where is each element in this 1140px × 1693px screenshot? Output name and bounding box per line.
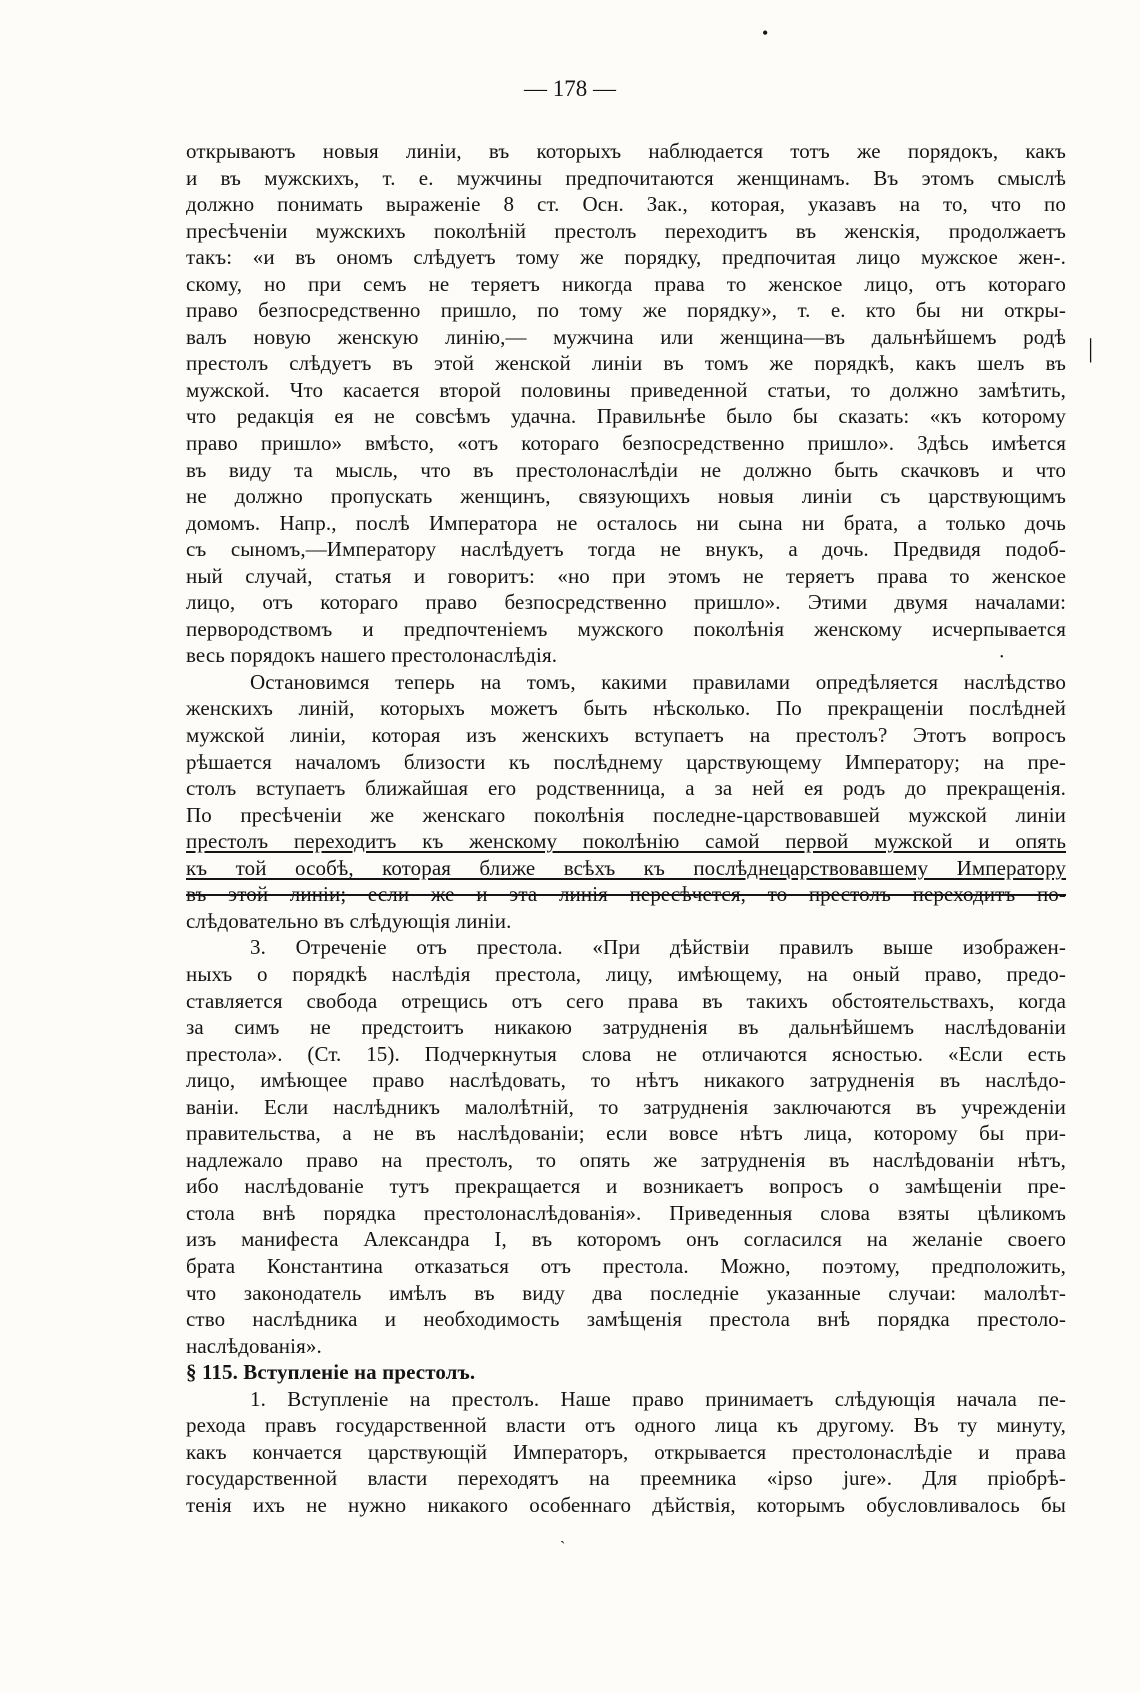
text-line: открываютъ новыя линіи, въ которыхъ наблюдается тотъ же порядокъ, какъ (186, 139, 1066, 163)
text-line: весь порядокъ нашего престолонаслѣдія. (186, 643, 558, 668)
text-line: лицо, имѣющее право наслѣдовать, то нѣтъ никакого затрудненія въ наслѣдо- (186, 1068, 1066, 1093)
text-line: и въ мужскихъ, т. е. мужчины предпочитаются женщинамъ. Въ этомъ смыслѣ (186, 165, 1066, 190)
text-line: тенія ихъ не нужно никакого особеннаго дѣйствія, которымъ обусловливалось бы (186, 1492, 1066, 1517)
text-line: право пришло» вмѣсто, «отъ котораго безпосредственно пришло». Здѣсь имѣется (186, 431, 1066, 456)
text-line: лицо, отъ котораго право безпосредственно пришло». Этими двумя началами: (186, 590, 1066, 615)
text-line: въ виду та мысль, что въ престолонаслѣдіи не должно быть скачковъ и что (186, 457, 1066, 482)
page-number: — 178 — (524, 76, 616, 101)
text-line: государственной власти переходятъ на преемника «ipso jure». Для пріобрѣ- (186, 1466, 1066, 1491)
text-line: ныхъ о порядкѣ наслѣдія престола, лицу, имѣющему, на оный право, предо- (186, 961, 1066, 986)
text-line: мужской линіи, которая изъ женскихъ вступаетъ на престолъ? Этотъ вопросъ (186, 723, 1066, 748)
text-line: что редакція ея не совсѣмъ удачна. Правильнѣе было бы сказать: «къ которому (186, 404, 1066, 429)
text-line: брата Константина отказаться отъ престола. Можно, поэтому, предположить, (186, 1253, 1066, 1278)
margin-tick-mark: | (1088, 334, 1094, 363)
top-dot-mark: • (762, 23, 769, 43)
text-line: за симъ не предстоитъ никакою затрудненія въ дальнѣйшемъ наслѣдованіи (186, 1015, 1066, 1040)
text-line: изъ манифеста Александра I, въ которомъ онъ согласился на желаніе своего (186, 1227, 1066, 1252)
text-line: пресѣченіи мужскихъ поколѣній престолъ переходитъ въ женскія, продолжаетъ (186, 218, 1066, 243)
text-line: скому, но при семъ не теряетъ никогда права то женское лицо, отъ котораго (186, 271, 1066, 296)
text-line: право безпосредственно пришло, по тому же порядку», т. е. кто бы ни откры- (186, 298, 1066, 323)
text-line: съ сыномъ,—Императору наслѣдуетъ тогда не внукъ, а дочь. Предвидя подоб- (186, 537, 1066, 562)
text-line: 1. Вступленіе на престолъ. Наше право принимаетъ слѣдующія начала пе- (250, 1386, 1066, 1411)
text-line: рехода правъ государственной власти отъ одного лица къ другому. Въ ту минуту, (186, 1413, 1066, 1438)
text-line: ваніи. Если наслѣдникъ малолѣтній, то затрудненія заключаются въ учрежденіи (186, 1094, 1066, 1119)
text-line: надлежало право на престолъ, то опять же затрудненія въ наслѣдованіи нѣтъ, (186, 1147, 1066, 1172)
text-line: такъ: «и въ ономъ слѣдуетъ тому же порядку, предпочитая лицо мужское жен-. (186, 245, 1066, 270)
text-line: домомъ. Напр., послѣ Императора не осталось ни сына ни брата, а только дочь (186, 510, 1066, 535)
text-line: должно понимать выраженіе 8 ст. Осн. Зак., которая, указавъ на то, что по (186, 192, 1066, 217)
text-line: къ той особѣ, которая ближе всѣхъ къ послѣднецарствовавшему Императору (186, 855, 1066, 880)
text-line: престолъ слѣдуетъ въ этой женской линіи въ томъ же порядкѣ, какъ шелъ въ (186, 351, 1066, 376)
text-line: женскихъ линій, которыхъ можетъ быть нѣсколько. По прекращеніи послѣдней (186, 696, 1066, 721)
text-line: первородствомъ и предпочтеніемъ мужского поколѣнія женскому исчерпывается (186, 616, 1066, 641)
text-line: ибо наслѣдованіе тутъ прекращается и возникаетъ вопросъ о замѣщеніи пре- (186, 1174, 1066, 1199)
body-text (186, 138, 1066, 1518)
text-line: ный случай, статья и говоритъ: «но при этомъ не теряетъ права то женское (186, 563, 1066, 588)
text-line: наслѣдованія». (186, 1333, 322, 1358)
text-line: ство наслѣдника и необходимость замѣщенія престола внѣ порядка престоло- (186, 1307, 1066, 1332)
text-line: ставляется свобода отрещись отъ сего права въ такихъ обстоятельствахъ, когда (186, 988, 1066, 1013)
text-line: рѣшается началомъ близости къ послѣднему царствующему Императору; на пре- (186, 749, 1066, 774)
bottom-tick-mark: ˏ (560, 1527, 566, 1544)
text-line: что законодатель имѣлъ въ виду два последніе указанные случаи: малолѣт- (186, 1280, 1066, 1305)
text-line: § 115. Вступленіе на престолъ. (186, 1360, 476, 1385)
text-line: не должно пропускать женщинъ, связующихъ новыя линіи съ царствующимъ (186, 484, 1066, 509)
text-line: слѣдовательно въ слѣдующія линіи. (186, 908, 512, 933)
text-line: въ этой линіи; если же и эта линія пересѣчется, то престолъ переходитъ по- (186, 882, 1066, 907)
text-line: По пресѣченіи же женскаго поколѣнія последне-царствовавшей мужской линіи (186, 802, 1066, 827)
text-line: валъ новую женскую линію,— мужчина или женщина—въ дальнѣйшемъ родѣ (186, 324, 1066, 349)
small-dot-mark: • (1000, 652, 1004, 663)
text-line: столъ вступаетъ ближайшая его родственница, а за ней ея родъ до прекращенія. (186, 776, 1066, 801)
text-line: Остановимся теперь на томъ, какими правилами опредѣляется наслѣдство (250, 669, 1066, 694)
text-line: 3. Отреченіе отъ престола. «При дѣйствіи правилъ выше изображен- (250, 935, 1066, 960)
text-line: мужской. Что касается второй половины приведенной статьи, то должно замѣтить, (186, 377, 1066, 402)
text-line: престолъ переходитъ къ женскому поколѣнію самой первой мужской и опять (186, 829, 1066, 854)
text-line: правительства, а не въ наслѣдованіи; если вовсе нѣтъ лица, которому бы при- (186, 1121, 1066, 1146)
text-line: престола». (Ст. 15). Подчеркнутыя слова не отличаются ясностью. «Если есть (186, 1041, 1066, 1066)
text-line: какъ кончается царствующій Императоръ, открывается престолонаслѣдіе и права (186, 1439, 1066, 1464)
text-line: стола внѣ порядка престолонаслѣдованія». Приведенныя слова взяты цѣликомъ (186, 1200, 1066, 1225)
